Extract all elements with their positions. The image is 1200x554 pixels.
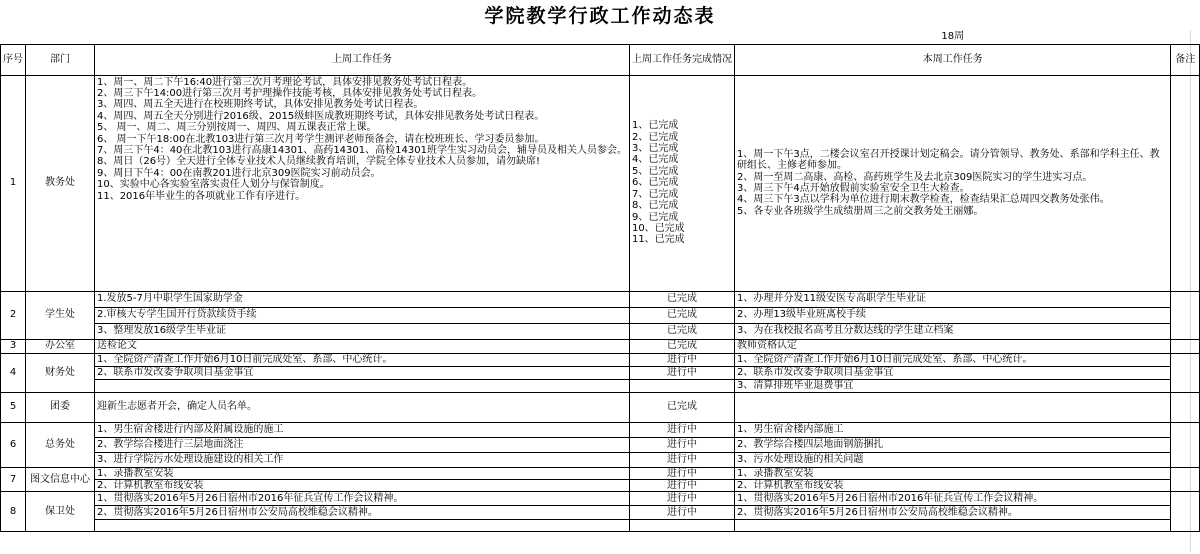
last-week-task-cell[interactable]: 迎新生志愿者开会，确定人员名单。 <box>94 392 629 422</box>
this-week-task-cell[interactable]: 1、男生宿舍楼内部施工 <box>734 422 1171 437</box>
task-line: 1、周一下午3点，二楼会议室召开授课计划定稿会。请分管领导、教务处、系部和学科主任、教研组长、主修老师参加。 <box>736 148 1160 172</box>
task-line: 11、2016年毕业生的各项就业工作有序进行。 <box>96 190 306 202</box>
this-week-task-cell[interactable]: 1、办理并分发11级安医专高职学生毕业证 <box>734 291 1171 307</box>
this-week-task-cell[interactable] <box>734 392 1171 422</box>
status-cell[interactable] <box>629 520 734 532</box>
this-week-task-cell[interactable]: 1、全院资产清查工作开始6月10日前完成处室、系部、中心统计。 <box>734 353 1171 366</box>
status-cell[interactable] <box>629 75 734 291</box>
status-cell[interactable]: 进行中 <box>629 506 734 520</box>
this-week-task-cell[interactable]: 2、联系市发改委争取项目基金事宜 <box>734 366 1171 379</box>
status-cell[interactable] <box>629 379 734 392</box>
header-last-week-tasks[interactable]: 上周工作任务 <box>94 44 629 75</box>
last-week-task-cell[interactable] <box>94 520 629 532</box>
last-week-task-cell[interactable]: 2、教学综合楼进行三层地面浇注 <box>94 437 629 452</box>
task-line: 4、周四、周五全天分别进行2016级、2015级蚌医成教班期终考试，具体安排见教务处考试日程表。 <box>96 110 545 122</box>
week-label[interactable]: 18周 <box>734 30 1171 44</box>
status-cell[interactable]: 进行中 <box>629 452 734 467</box>
status-line: 10、已完成 <box>631 222 685 234</box>
task-line: 9、周日下午4：00在南教201进行北京309医院实习前动员会。 <box>96 167 381 179</box>
sheet-title: 学院教学行政工作动态表 <box>484 5 716 27</box>
status-line: 5、已完成 <box>631 165 679 177</box>
dept-cell[interactable]: 办公室 <box>26 339 95 353</box>
header-notes[interactable]: 备注 <box>1171 44 1200 75</box>
status-cell[interactable]: 进行中 <box>629 353 734 366</box>
dept-cell[interactable]: 团委 <box>26 392 95 422</box>
last-week-task-cell[interactable]: 2.审核大专学生国开行贷款续贷手续 <box>94 307 629 323</box>
this-week-task-cell[interactable] <box>734 520 1171 532</box>
status-line: 2、已完成 <box>631 131 679 143</box>
dept-cell[interactable]: 图文信息中心 <box>26 467 95 492</box>
seq-cell[interactable]: 6 <box>1 422 26 467</box>
this-week-task-cell[interactable]: 3、污水处理设施的相关问题 <box>734 452 1171 467</box>
status-line: 6、已完成 <box>631 177 679 189</box>
dept-cell[interactable]: 教务处 <box>26 75 95 291</box>
dept-cell[interactable]: 财务处 <box>26 353 95 392</box>
last-week-task-cell[interactable] <box>94 75 629 291</box>
status-cell[interactable]: 进行中 <box>629 479 734 491</box>
last-week-task-cell[interactable]: 1.发放5-7月中职学生国家助学金 <box>94 291 629 307</box>
note-cell[interactable] <box>1171 392 1200 422</box>
status-line: 1、已完成 <box>631 120 679 132</box>
task-line: 2、周一至周二高康、高检、高药班学生及去北京309医院实习的学生进实习点。 <box>736 171 1093 183</box>
status-cell[interactable]: 进行中 <box>629 366 734 379</box>
dept-cell[interactable]: 总务处 <box>26 422 95 467</box>
task-line: 6、 周一下午18:00在北教103进行第三次月考学生测评老师预备会，请在校班班长、学习委员参加。 <box>96 133 545 145</box>
last-week-task-cell[interactable]: 1、贯彻落实2016年5月26日宿州市2016年征兵宣传工作会议精神。 <box>94 492 629 506</box>
status-line: 7、已完成 <box>631 188 679 200</box>
this-week-task-cell[interactable]: 1、录播教室安装 <box>734 467 1171 479</box>
task-line: 1、周一、周二下午16:40进行第三次月考理论考试，具体安排见教务处考试日程表。 <box>96 76 473 88</box>
seq-cell[interactable]: 4 <box>1 353 26 392</box>
spreadsheet-area[interactable] <box>0 30 1200 552</box>
task-line: 5、 周一、周二、周三分别按周一、周四、周五课表正常上课。 <box>96 122 377 134</box>
status-line: 3、已完成 <box>631 143 679 155</box>
dept-cell[interactable]: 学生处 <box>26 291 95 339</box>
task-line: 8、周日（26号）全天进行全体专业技术人员继续教育培训，学院全体专业技术人员参加，请勿缺席! <box>96 156 541 168</box>
seq-cell[interactable]: 3 <box>1 339 26 353</box>
note-cell[interactable] <box>1171 291 1200 339</box>
last-week-task-cell[interactable]: 送检论文 <box>94 339 629 353</box>
dept-cell[interactable]: 保卫处 <box>26 492 95 532</box>
this-week-task-cell[interactable]: 1、贯彻落实2016年5月26日宿州市2016年征兵宣传工作会议精神。 <box>734 492 1171 506</box>
status-cell[interactable]: 进行中 <box>629 467 734 479</box>
task-line: 7、周三下午4：40在北教103进行高康14301、高药14301、高检14301班学生实习动员会，辅导员及相关人员参会。 <box>96 144 627 156</box>
status-cell[interactable]: 已完成 <box>629 339 734 353</box>
blank-cell <box>1171 30 1200 44</box>
seq-cell[interactable]: 8 <box>1 492 26 532</box>
work-table <box>0 30 1200 532</box>
status-cell[interactable]: 已完成 <box>629 392 734 422</box>
status-line: 9、已完成 <box>631 211 679 223</box>
blank-cell <box>26 30 95 44</box>
last-week-task-cell[interactable]: 2、计算机教室布线安装 <box>94 479 629 491</box>
last-week-task-cell[interactable]: 3、进行学院污水处理设施建设的相关工作 <box>94 452 629 467</box>
this-week-task-cell[interactable]: 2、贯彻落实2016年5月26日宿州市公安局高校维稳会议精神。 <box>734 506 1171 520</box>
last-week-task-cell[interactable]: 2、联系市发改委争取项目基金事宜 <box>94 366 629 379</box>
status-cell[interactable]: 进行中 <box>629 422 734 437</box>
last-week-task-cell[interactable]: 1、男生宿舍楼进行内部及附属设施的施工 <box>94 422 629 437</box>
last-week-task-cell[interactable] <box>94 379 629 392</box>
status-cell[interactable]: 已完成 <box>629 307 734 323</box>
this-week-task-cell[interactable] <box>734 75 1171 291</box>
task-line: 2、周三下午14:00进行第三次月考护理操作技能考核，具体安排见教务处考试日程表。 <box>96 87 483 99</box>
status-cell[interactable]: 进行中 <box>629 437 734 452</box>
this-week-task-cell[interactable]: 2、教学综合楼四层地面钢筋捆扎 <box>734 437 1171 452</box>
seq-cell[interactable]: 1 <box>1 75 26 291</box>
task-line: 10、实验中心各实验室落实责任人划分与保管制度。 <box>96 179 330 191</box>
seq-cell[interactable]: 2 <box>1 291 26 339</box>
task-line: 4、周三下午3点以学科为单位进行期末教学检查，检查结果汇总周四交教务处张伟。 <box>736 194 1110 206</box>
task-line: 3、周四、周五全天进行在校班期终考试，具体安排见教务处考试日程表。 <box>96 99 424 111</box>
last-week-task-cell[interactable]: 1、录播教室安装 <box>94 467 629 479</box>
note-cell[interactable] <box>1171 492 1200 532</box>
this-week-task-cell[interactable]: 2、计算机教室布线安装 <box>734 479 1171 491</box>
status-line: 8、已完成 <box>631 200 679 212</box>
this-week-task-cell[interactable]: 3、为在我校报名高考且分数达线的学生建立档案 <box>734 323 1171 339</box>
task-line: 5、各专业各班级学生成绩册周三之前交教务处王丽娜。 <box>736 205 984 217</box>
this-week-task-cell[interactable]: 2、办理13级毕业班离校手续 <box>734 307 1171 323</box>
blank-cell <box>94 30 629 44</box>
header-last-week-status[interactable]: 上周工作任务完成情况 <box>629 44 734 75</box>
last-week-task-cell[interactable]: 3、整理发放16级学生毕业证 <box>94 323 629 339</box>
note-cell[interactable] <box>1171 353 1200 392</box>
header-seq[interactable]: 序号 <box>1 44 26 75</box>
blank-cell <box>1 30 26 44</box>
this-week-task-cell[interactable]: 教师资格认定 <box>734 339 1171 353</box>
task-line: 3、周三下午4点开始放假前实验室安全卫生大检查。 <box>736 183 970 194</box>
header-this-week-tasks[interactable]: 本周工作任务 <box>734 44 1171 75</box>
this-week-task-cell[interactable]: 3、清算排班毕业退费事宜 <box>734 379 1171 392</box>
seq-cell[interactable]: 7 <box>1 467 26 492</box>
header-dept[interactable]: 部门 <box>26 44 95 75</box>
status-cell[interactable]: 已完成 <box>629 323 734 339</box>
status-cell[interactable]: 进行中 <box>629 492 734 506</box>
last-week-task-cell[interactable]: 1、全院资产清查工作开始6月10日前完成处室、系部、中心统计。 <box>94 353 629 366</box>
note-cell[interactable] <box>1171 75 1200 291</box>
note-cell[interactable] <box>1171 339 1200 353</box>
last-week-task-cell[interactable]: 2、贯彻落实2016年5月26日宿州市公安局高校维稳会议精神。 <box>94 506 629 520</box>
note-cell[interactable] <box>1171 467 1200 492</box>
status-line: 11、已完成 <box>631 234 685 246</box>
seq-cell[interactable]: 5 <box>1 392 26 422</box>
blank-cell <box>629 30 734 44</box>
status-line: 4、已完成 <box>631 154 679 166</box>
note-cell[interactable] <box>1171 422 1200 467</box>
status-cell[interactable]: 已完成 <box>629 291 734 307</box>
